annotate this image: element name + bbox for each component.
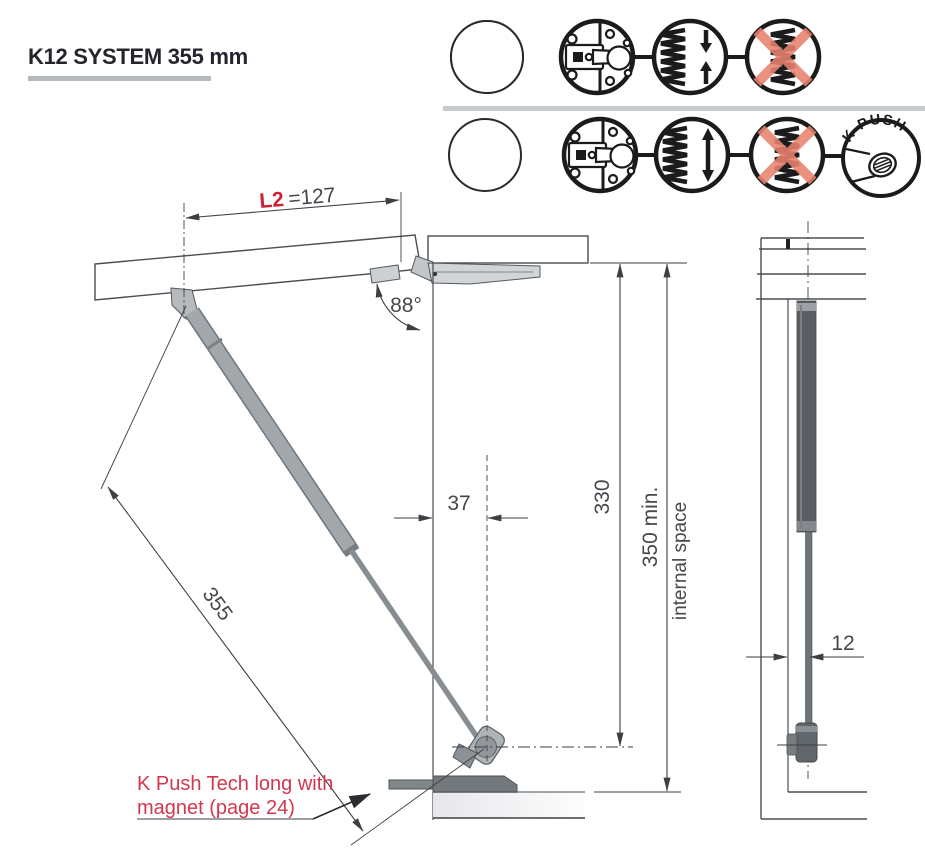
main-view [95,184,691,845]
dim-12: 12 [831,632,855,655]
cabinet-bottom-panel [433,792,585,818]
hinge-icon [564,119,636,191]
page-title: K12 SYSTEM 355 mm [28,44,248,69]
no-coil-spring-icon [751,119,823,191]
push-to-open-icon [445,119,521,195]
dim-355: 355 [197,583,237,626]
dim-l2-value: =127 [287,183,337,211]
gas-strut [171,288,507,768]
legend-divider [443,106,925,111]
dim-37: 37 [447,492,471,515]
hinge-cup [370,265,400,283]
side-view [746,221,867,819]
dim-l2-label: L2 [258,188,285,213]
gas-strut-side [787,301,817,762]
legend-row-1 [451,21,819,95]
spring-compress-icon [654,21,726,93]
k-push-label: K PUSH [839,111,910,146]
k-push-note-line2: magnet (page 24) [137,797,295,819]
internal-space-label: internal space [670,501,691,621]
hinge-assembly [411,256,540,284]
dim-330: 330 [591,479,614,515]
hinge-icon [561,21,633,93]
k-push-tech-device [389,776,517,792]
cabinet-top-panel [428,236,588,263]
handle-icon [451,21,523,95]
strut-rod [351,550,479,740]
k-push-note-line1: K Push Tech long with [137,773,334,795]
note-leader-arrow [313,794,370,819]
flap-door-panel [95,235,421,300]
k-push-icon [840,112,919,196]
legend-row-2 [445,112,919,196]
no-coil-spring-icon [747,21,819,93]
spring-travel-icon [656,119,728,191]
dim-angle: 88° [390,294,422,317]
dim-350-min: 350 min. [639,486,662,568]
